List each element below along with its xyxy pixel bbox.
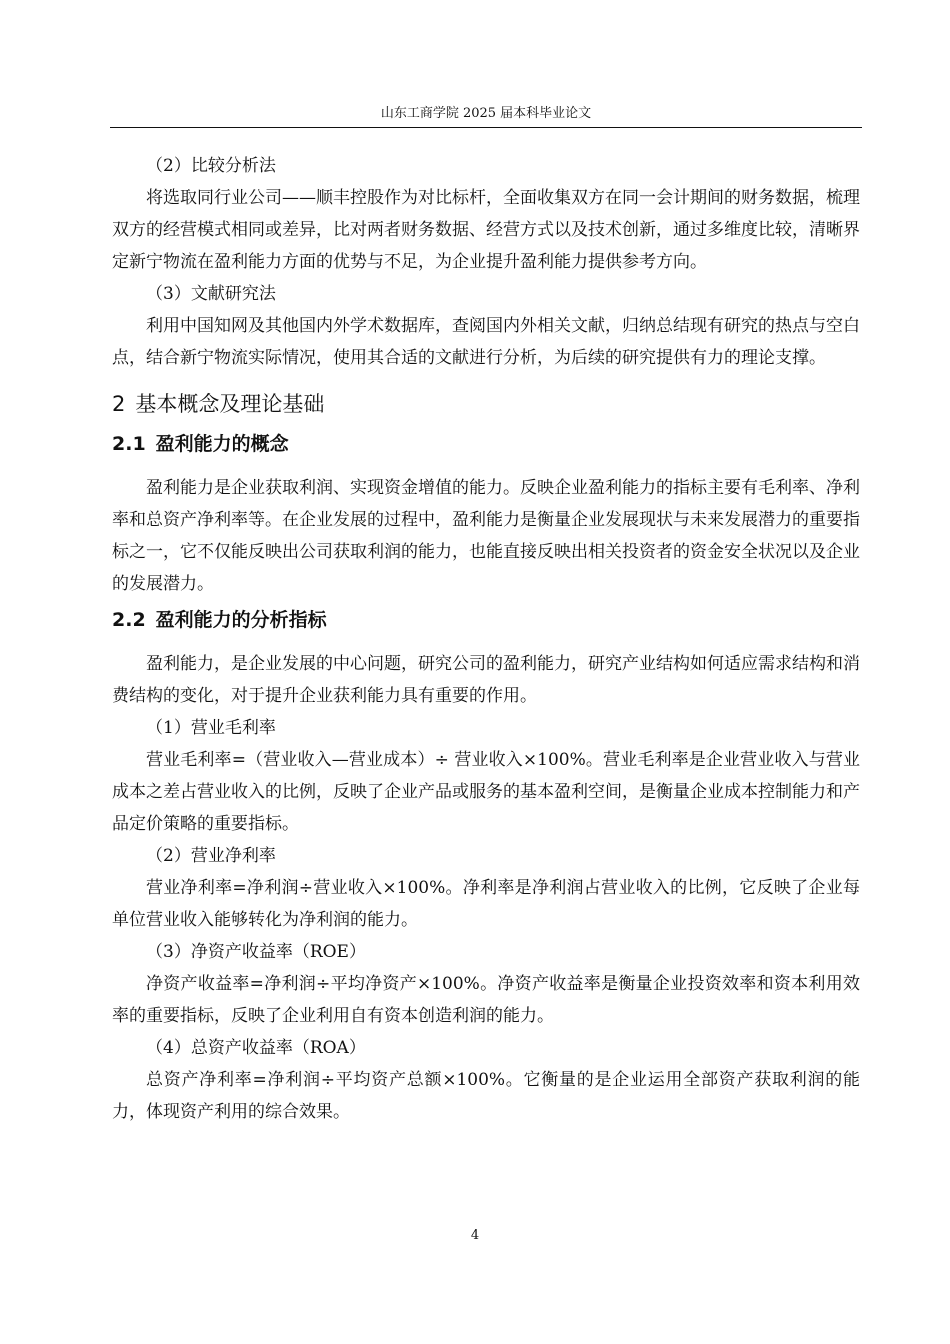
section-title: 盈利能力的分析指标 (155, 609, 327, 631)
paragraph-comparative-method: 将选取同行业公司——顺丰控股作为对比标杆，全面收集双方在同一会计期间的财务数据，梳理双方的经营模式相同或差异，比对两者财务数据、经营方式以及技术创新，通过多维度比较，清晰界定新宁物流在盈利能力方面的优势与不足，为企业提升盈利能力提供参考方向。 (112, 188, 860, 272)
indicator-heading-roe: （3）净资产收益率（ROE） (146, 942, 366, 962)
running-header: 山东工商学院 2025 届本科毕业论文 (380, 106, 592, 121)
chapter-heading (112, 390, 860, 424)
paragraph-roa: 总资产净利率=净利润÷平均资产总额×100%。它衡量的是企业运用全部资产获取利润的能力，体现资产利用的综合效果。 (112, 1070, 860, 1122)
header-rule (110, 127, 862, 128)
indicator-heading-net-margin: （2）营业净利率 (146, 846, 276, 866)
body-content (112, 150, 860, 1128)
paragraph-literature-method: 利用中国知网及其他国内外学术数据库，查阅国内外相关文献，归纳总结现有研究的热点与空白点，结合新宁物流实际情况，使用其合适的文献进行分析，为后续的研究提供有力的理论支撑。 (112, 316, 860, 368)
section-heading-2-1 (112, 430, 860, 468)
method-heading-literature: （3）文献研究法 (146, 284, 276, 304)
paragraph-roe: 净资产收益率=净利润÷平均净资产×100%。净资产收益率是衡量企业投资效率和资本利用效率的重要指标，反映了企业利用自有资本创造利润的能力。 (112, 974, 860, 1026)
paragraph-net-margin: 营业净利率=净利润÷营业收入×100%。净利率是净利润占营业收入的比例，它反映了企业每单位营业收入能够转化为净利润的能力。 (112, 878, 860, 930)
section-heading-2-2 (112, 606, 860, 644)
chapter-number: 2 (112, 392, 126, 416)
paragraph-gross-margin: 营业毛利率=（营业收入—营业成本）÷ 营业收入×100%。营业毛利率是企业营业收入与营业成本之差占营业收入的比例，反映了企业产品或服务的基本盈利空间，是衡量企业成本控制能力和产品定价策略的重要指标。 (112, 750, 860, 834)
paragraph-profitability-concept: 盈利能力是企业获取利润、实现资金增值的能力。反映企业盈利能力的指标主要有毛利率、净利率和总资产净利率等。在企业发展的过程中，盈利能力是衡量企业发展现状与未来发展潜力的重要指标之一，它不仅能反映出公司获取利润的能力，也能直接反映出相关投资者的资金安全状况以及企业的发展潜力。 (112, 478, 860, 594)
indicator-heading-gross-margin: （1）营业毛利率 (146, 718, 276, 738)
section-number: 2.1 (112, 433, 146, 455)
chapter-title: 基本概念及理论基础 (135, 392, 325, 416)
method-heading-comparative: （2）比较分析法 (146, 156, 276, 176)
section-title: 盈利能力的概念 (155, 433, 289, 455)
paragraph-analysis-intro: 盈利能力，是企业发展的中心问题，研究公司的盈利能力，研究产业结构如何适应需求结构和消费结构的变化，对于提升企业获利能力具有重要的作用。 (112, 654, 860, 706)
indicator-heading-roa: （4）总资产收益率（ROA） (146, 1038, 366, 1058)
page-number: 4 (470, 1228, 480, 1243)
section-number: 2.2 (112, 609, 146, 631)
